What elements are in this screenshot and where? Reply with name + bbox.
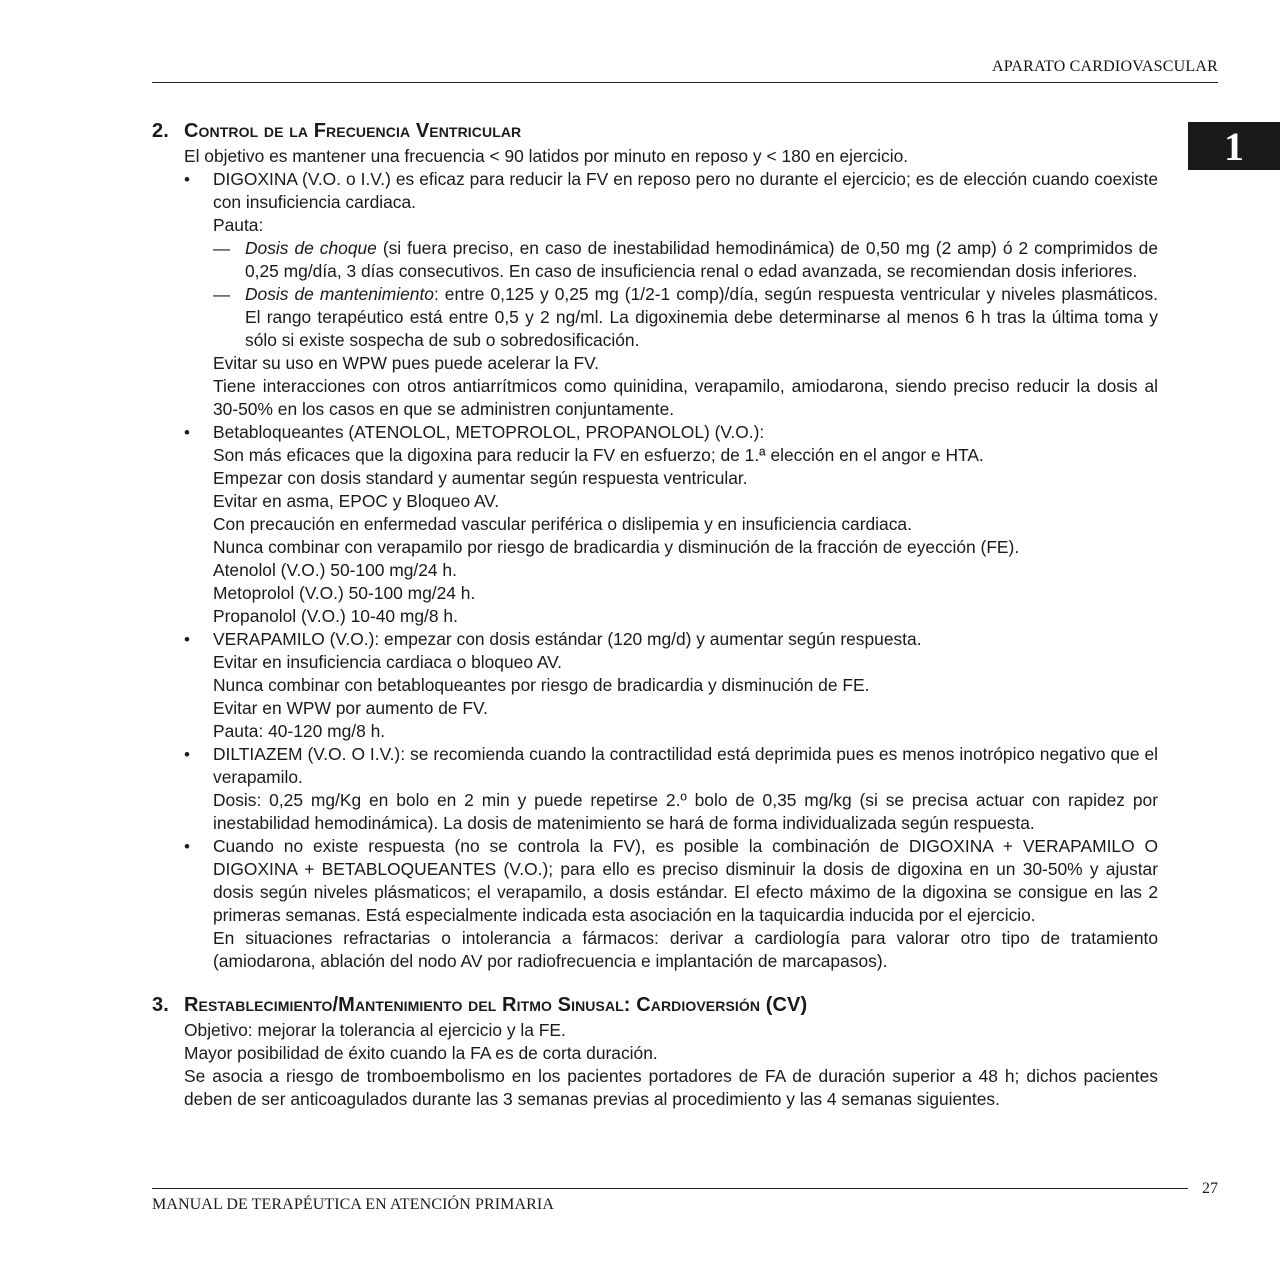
section-2-body bbox=[184, 145, 1158, 973]
combinacion-line: En situaciones refractarias o intolerancia a fármacos: derivar a cardiología para valorar otro tipo de tratamiento (amiodarona, ablación del nodo AV por radiofrecuencia e implantación de marcapasos). bbox=[213, 928, 1158, 971]
dash-item-choque bbox=[213, 237, 1158, 283]
section-3-number: 3. bbox=[152, 994, 169, 1016]
section-2-number: 2. bbox=[152, 120, 169, 142]
section-3-title: Restablecimiento/Mantenimiento del Ritmo Sinusal: Cardioversión (CV) bbox=[184, 994, 808, 1016]
bullet-marker: • bbox=[184, 837, 190, 856]
betabloqueantes-line: Nunca combinar con verapamilo por riesgo de bradicardia y disminución de la fracción de eyección (FE). bbox=[213, 537, 1020, 557]
running-foot: MANUAL DE TERAPÉUTICA EN ATENCIÓN PRIMARIA bbox=[152, 1196, 554, 1213]
verapamilo-line: VERAPAMILO (V.O.): empezar con dosis estándar (120 mg/d) y aumentar según respuesta. bbox=[213, 629, 922, 649]
dash-text bbox=[245, 283, 1158, 352]
page-content bbox=[152, 117, 1158, 1129]
section-2-intro: El objetivo es mantener una frecuencia < 90 latidos por minuto en reposo y < 180 en ejercicio. bbox=[184, 146, 909, 166]
bullet-digoxina bbox=[184, 168, 1158, 421]
section-3-line: Mayor posibilidad de éxito cuando la FA es de corta duración. bbox=[184, 1043, 658, 1063]
betabloqueantes-line: Con precaución en enfermedad vascular periférica o dislipemia y en insuficiencia cardiaca. bbox=[213, 514, 912, 534]
verapamilo-line: Evitar en insuficiencia cardiaca o bloqueo AV. bbox=[213, 652, 562, 672]
dash-item-mantenimiento bbox=[213, 283, 1158, 352]
dash-desc: (si fuera preciso, en caso de inestabilidad hemodinámica) de 0,50 mg (2 amp) ó 2 comprimidos de 0,25 mg/día, 3 días consecutivos. En caso de insuficiencia renal o edad avanzada, se recomiendan dosis inferiores. bbox=[245, 238, 1158, 281]
digoxina-line: Evitar su uso en WPW pues puede acelerar la FV. bbox=[213, 353, 600, 373]
bullet-marker: • bbox=[184, 170, 190, 189]
combinacion-line: Cuando no existe respuesta (no se controla la FV), es posible la combinación de DIGOXINA + VERAPAMILO O DIGOXINA + BETABLOQUEANTES (V.O.); para ello es preciso disminuir la dosis de digoxina en un 30-50% y ajustar dosis según niveles plásmaticos; el verapamilo, a dosis estándar. El efecto máximo de la digoxina se consigue en las 2 primeras semanas. Está especialmente indicada esta asociación en la taquicardia inducida por el ejercicio. bbox=[213, 836, 1158, 925]
dash-term: Dosis de mantenimiento bbox=[245, 284, 434, 304]
betabloqueantes-line: Empezar con dosis standard y aumentar según respuesta ventricular. bbox=[213, 468, 748, 488]
diltiazem-line: Dosis: 0,25 mg/Kg en bolo en 2 min y puede repetirse 2.º bolo de 0,35 mg/kg (si se precisa actuar con rapidez por inestabilidad hemodinámica). La dosis de matenimiento se hará de forma individualizada según respuesta. bbox=[213, 790, 1158, 833]
digoxina-line: Pauta: bbox=[213, 215, 264, 235]
dash-marker: — bbox=[213, 239, 230, 258]
section-3-body bbox=[184, 1019, 1158, 1111]
betabloqueantes-line: Betabloqueantes (ATENOLOL, METOPROLOL, PROPANOLOL) (V.O.): bbox=[213, 422, 765, 442]
section-3 bbox=[152, 991, 1158, 1111]
bullet-marker: • bbox=[184, 423, 190, 442]
running-head: APARATO CARDIOVASCULAR bbox=[992, 58, 1218, 75]
diltiazem-line: DILTIAZEM (V.O. O I.V.): se recomienda cuando la contractilidad está deprimida pues es menos inotrópico negativo que el verapamilo. bbox=[213, 744, 1158, 787]
dash-desc: : entre 0,125 y 0,25 mg (1/2-1 comp)/día, según respuesta ventricular y niveles plasmáticos. El rango terapéutico está entre 0,5 y 2 ng/ml. La digoxinemia debe determinarse al menos 6 h tras la última toma y sólo si existe sospecha de sub o sobredosificación. bbox=[245, 284, 1158, 350]
digoxina-line: Tiene interacciones con otros antiarrítmicos como quinidina, verapamilo, amiodarona, siendo preciso reducir la dosis al 30-50% en los casos en que se administren conjuntamente. bbox=[213, 376, 1158, 419]
betabloqueantes-line: Metoprolol (V.O.) 50-100 mg/24 h. bbox=[213, 583, 476, 603]
bullet-verapamilo bbox=[184, 628, 1158, 743]
bullet-combinacion bbox=[184, 835, 1158, 973]
verapamilo-line: Evitar en WPW por aumento de FV. bbox=[213, 698, 488, 718]
betabloqueantes-line: Son más eficaces que la digoxina para reducir la FV en esfuerzo; de 1.ª elección en el angor e HTA. bbox=[213, 445, 984, 465]
chapter-tab: 1 bbox=[1188, 122, 1280, 170]
footer-rule bbox=[152, 1188, 1188, 1189]
betabloqueantes-line: Evitar en asma, EPOC y Bloqueo AV. bbox=[213, 491, 500, 511]
section-3-heading bbox=[152, 991, 1158, 1019]
dash-term: Dosis de choque bbox=[245, 238, 377, 258]
verapamilo-line: Pauta: 40-120 mg/8 h. bbox=[213, 721, 386, 741]
section-2-heading bbox=[152, 117, 1158, 145]
section-2-title: Control de la Frecuencia Ventricular bbox=[184, 120, 522, 142]
page-number: 27 bbox=[1202, 1180, 1218, 1197]
section-3-line: Se asocia a riesgo de tromboembolismo en los pacientes portadores de FA de duración superior a 48 h; dichos pacientes deben de ser anticoagulados durante las 3 semanas previas al procedimiento y las 4 semanas siguientes. bbox=[184, 1066, 1158, 1109]
betabloqueantes-line: Propanolol (V.O.) 10-40 mg/8 h. bbox=[213, 606, 458, 626]
bullet-diltiazem bbox=[184, 743, 1158, 835]
bullet-betabloqueantes bbox=[184, 421, 1158, 628]
verapamilo-line: Nunca combinar con betabloqueantes por riesgo de bradicardia y disminución de FE. bbox=[213, 675, 870, 695]
betabloqueantes-line: Atenolol (V.O.) 50-100 mg/24 h. bbox=[213, 560, 457, 580]
dash-marker: — bbox=[213, 285, 230, 304]
digoxina-line: DIGOXINA (V.O. o I.V.) es eficaz para reducir la FV en reposo pero no durante el ejercicio; es de elección cuando coexiste con insuficiencia cardiaca. bbox=[213, 169, 1158, 212]
section-2 bbox=[152, 117, 1158, 973]
header-rule bbox=[152, 82, 1218, 83]
bullet-marker: • bbox=[184, 745, 190, 764]
bullet-marker: • bbox=[184, 630, 190, 649]
dash-text bbox=[245, 237, 1158, 283]
section-3-line: Objetivo: mejorar la tolerancia al ejercicio y la FE. bbox=[184, 1020, 566, 1040]
